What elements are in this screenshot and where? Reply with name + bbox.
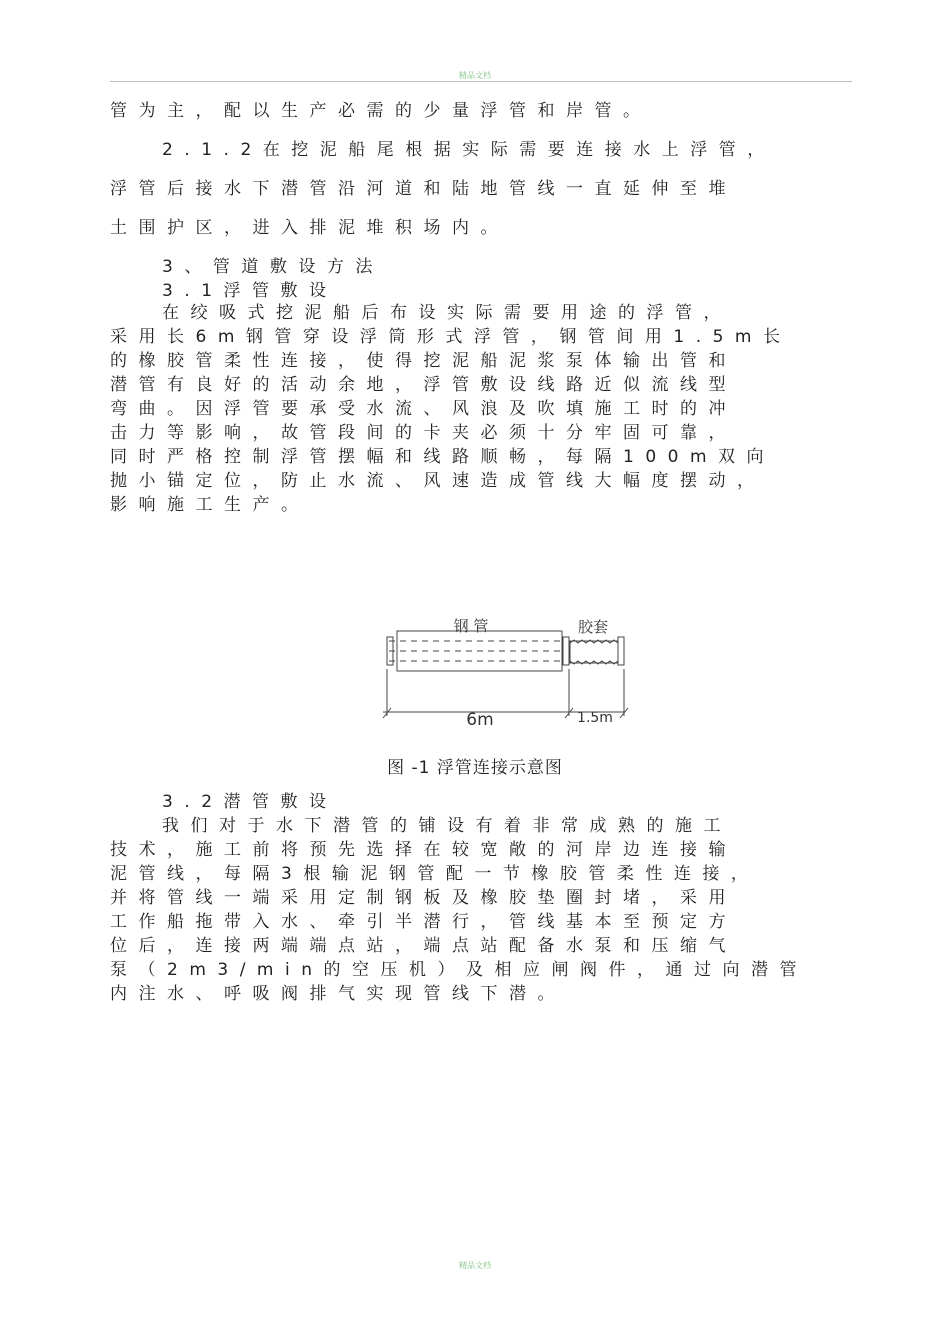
text-line: 采用长6m钢管穿设浮筒形式浮管，钢管间用1.5m长	[110, 327, 792, 347]
section-3-heading: 3、管道敷设方法	[162, 257, 384, 277]
intro-paragraph	[110, 99, 870, 255]
sleeve-label: 胶套	[577, 618, 609, 636]
text-line: 内注水、呼吸阀排气实现管线下潜。	[110, 984, 566, 1004]
figure-caption: 图 -1 浮管连接示意图	[387, 758, 563, 778]
length-1-5m-label: 1.5m	[577, 710, 613, 726]
text-line: 工作船拖带入水、牵引半潜行，管线基本至预定方	[110, 912, 737, 932]
steel-pipe	[387, 631, 569, 671]
text-line: 管为主，配以生产必需的少量浮管和岸管。	[110, 101, 652, 121]
text-line: 技术，施工前将预先选择在较宽敞的河岸边连接输	[110, 840, 737, 860]
text-line: 同时严格控制浮管摆幅和线路顺畅，每隔100m双向	[110, 447, 776, 467]
text-line: 我们对于水下潜管的铺设有着非常成熟的施工	[162, 816, 732, 836]
page-footer: 精品文档	[459, 1261, 491, 1270]
length-6m-label: 6m	[466, 710, 494, 730]
text-line: 并将管线一端采用定制钢板及橡胶垫圈封堵，采用	[110, 888, 737, 908]
text-line: 抛小锚定位，防止水流、风速造成管线大幅度摆动，	[110, 471, 766, 491]
rubber-sleeve	[570, 637, 624, 665]
header-rule	[110, 81, 852, 82]
text-line: 位后，连接两端端点站，端点站配备水泵和压缩气	[110, 936, 737, 956]
section-3-2-heading: 3.2潜管敷设	[162, 792, 338, 812]
section-3-1-body	[110, 301, 870, 517]
text-line: 潜管有良好的活动余地，浮管敷设线路近似流线型	[110, 375, 737, 395]
text-line: 2.1.2在挖泥船尾根据实际需要连接水上浮管，	[162, 140, 776, 160]
page-header: 精品文档	[459, 71, 491, 80]
text-line: 弯曲。因浮管要承受水流、风浪及吹填施工时的冲	[110, 399, 737, 419]
text-line: 的橡胶管柔性连接，使得挖泥船泥浆泵体输出管和	[110, 351, 737, 371]
section-3-1-heading: 3.1浮管敷设	[162, 281, 338, 301]
text-line: 浮管后接水下潜管沿河道和陆地管线一直延伸至堆	[110, 179, 737, 199]
text-line: 击力等影响，故管段间的卡夹必须十分牢固可靠，	[110, 423, 737, 443]
pipe-connection-diagram	[375, 612, 635, 732]
text-line: 泥管线，每隔3根输泥钢管配一节橡胶管柔性连接，	[110, 864, 760, 884]
text-line: 泵（2m3/min的空压机）及相应闸阀件，通过向潜管	[110, 960, 808, 980]
text-line: 影响施工生产。	[110, 495, 310, 515]
text-line: 土围护区，进入排泥堆积场内。	[110, 218, 509, 238]
text-line: 在绞吸式挖泥船后布设实际需要用途的浮管，	[162, 303, 732, 323]
steel-pipe-label: 钢 管	[453, 617, 489, 635]
section-3-2-body	[110, 814, 870, 1006]
